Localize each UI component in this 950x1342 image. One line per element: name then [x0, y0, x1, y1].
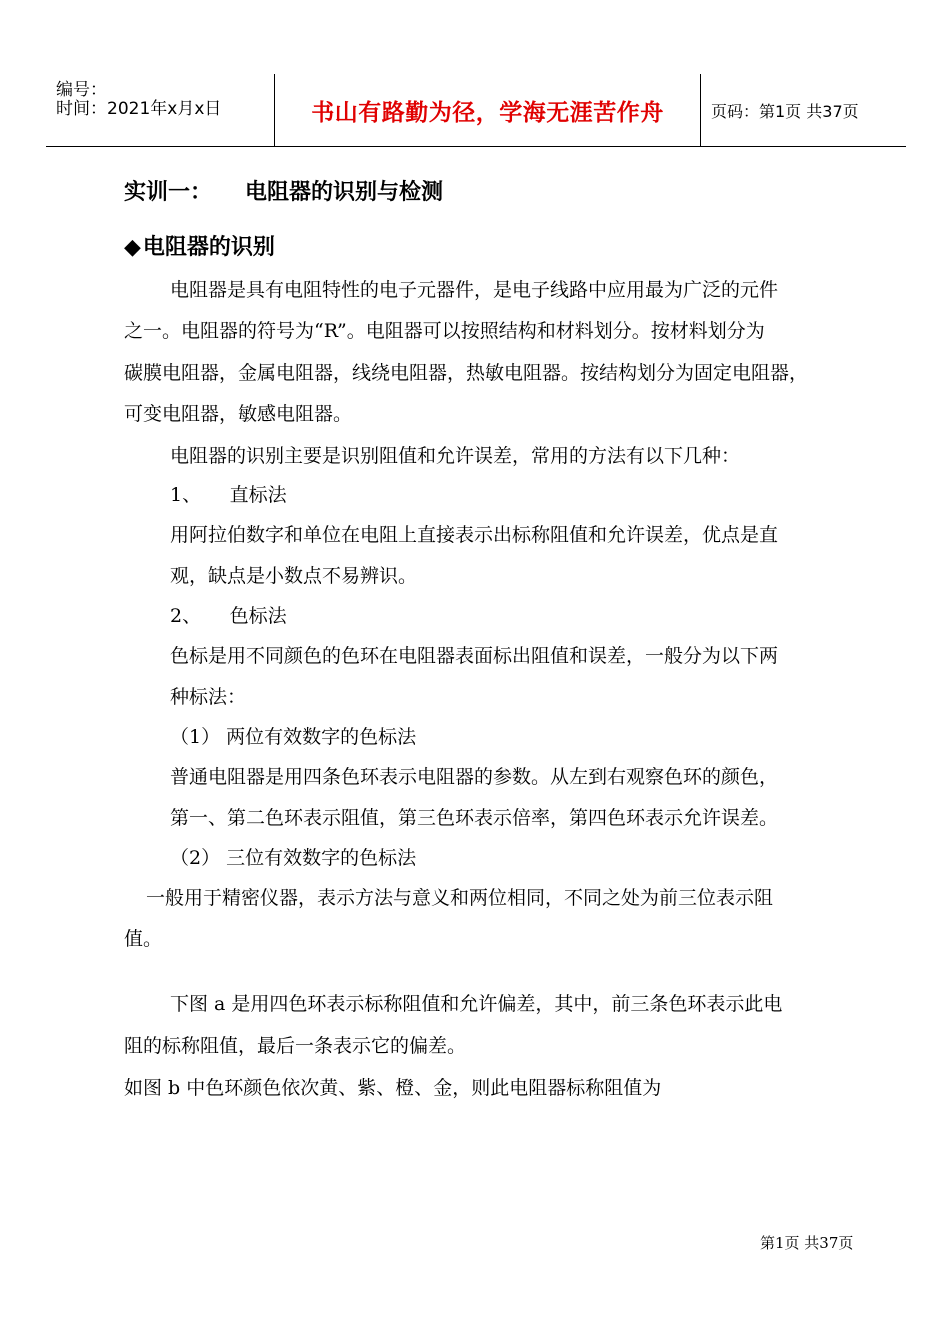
list-item-heading: 2、 色标法	[170, 605, 287, 627]
paragraph-line: 观，缺点是小数点不易辨识。	[170, 565, 418, 587]
paragraph-line: 可变电阻器，敏感电阻器。	[124, 403, 353, 425]
paragraph-line: 碳膜电阻器，金属电阻器，线绕电阻器，热敏电阻器。按结构划分为固定电阻器，	[124, 362, 809, 384]
header-motto-cell	[275, 74, 701, 146]
paragraph-line: 色标是用不同颜色的色环在电阻器表面标出阻值和误差，一般分为以下两	[170, 645, 779, 667]
header-page-cell	[701, 74, 906, 146]
document-number-label: 编号：	[56, 80, 107, 100]
section-heading	[124, 235, 275, 261]
paragraph-line: 普通电阻器是用四条色环表示电阻器的参数。从左到右观察色环的颜色，	[170, 766, 779, 788]
paragraph-line: 种标法：	[170, 686, 247, 708]
paragraph-line: 一般用于精密仪器，表示方法与意义和两位相同，不同之处为前三位表示阻	[146, 887, 774, 909]
sub-item-heading: （1） 两位有效数字的色标法	[170, 726, 417, 748]
header-motto: 书山有路勤为径，学海无涯苦作舟	[311, 99, 664, 126]
paragraph-line: 如图 b 中色环颜色依次黄、紫、橙、金，则此电阻器标称阻值为	[124, 1077, 662, 1099]
list-item-heading: 1、 直标法	[170, 484, 287, 506]
section-title: 电阻器的识别	[142, 235, 275, 260]
page-footer: 第1页 共37页	[760, 1234, 854, 1252]
paragraph-line: 电阻器的识别主要是识别阻值和允许误差，常用的方法有以下几种：	[170, 445, 741, 467]
header-meta-cell	[46, 74, 275, 146]
page-header	[46, 74, 906, 147]
paragraph-line: 用阿拉伯数字和单位在电阻上直接表示出标称阻值和允许误差，优点是直	[170, 524, 779, 546]
paragraph-line: 阻的标称阻值，最后一条表示它的偏差。	[124, 1035, 467, 1057]
paragraph-line: 之一。电阻器的符号为“R”。电阻器可以按照结构和材料划分。按材料划分为	[124, 320, 765, 342]
sub-item-heading: （2） 三位有效数字的色标法	[170, 847, 417, 869]
paragraph-line: 电阻器是具有电阻特性的电子元器件，是电子线路中应用最为广泛的元件	[170, 279, 779, 301]
document-time-label: 时间：2021年x月x日	[56, 99, 222, 119]
chapter-title: 实训一： 电阻器的识别与检测	[124, 180, 444, 205]
paragraph-line: 值。	[124, 928, 163, 950]
diamond-bullet-icon: ◆	[124, 235, 141, 260]
paragraph-line: 第一、第二色环表示阻值，第三色环表示倍率，第四色环表示允许误差。	[170, 807, 779, 829]
paragraph-line: 下图 a 是用四色环表示标称阻值和允许偏差，其中，前三条色环表示此电	[170, 993, 783, 1015]
header-page-code: 页码：第1页 共37页	[711, 101, 859, 121]
